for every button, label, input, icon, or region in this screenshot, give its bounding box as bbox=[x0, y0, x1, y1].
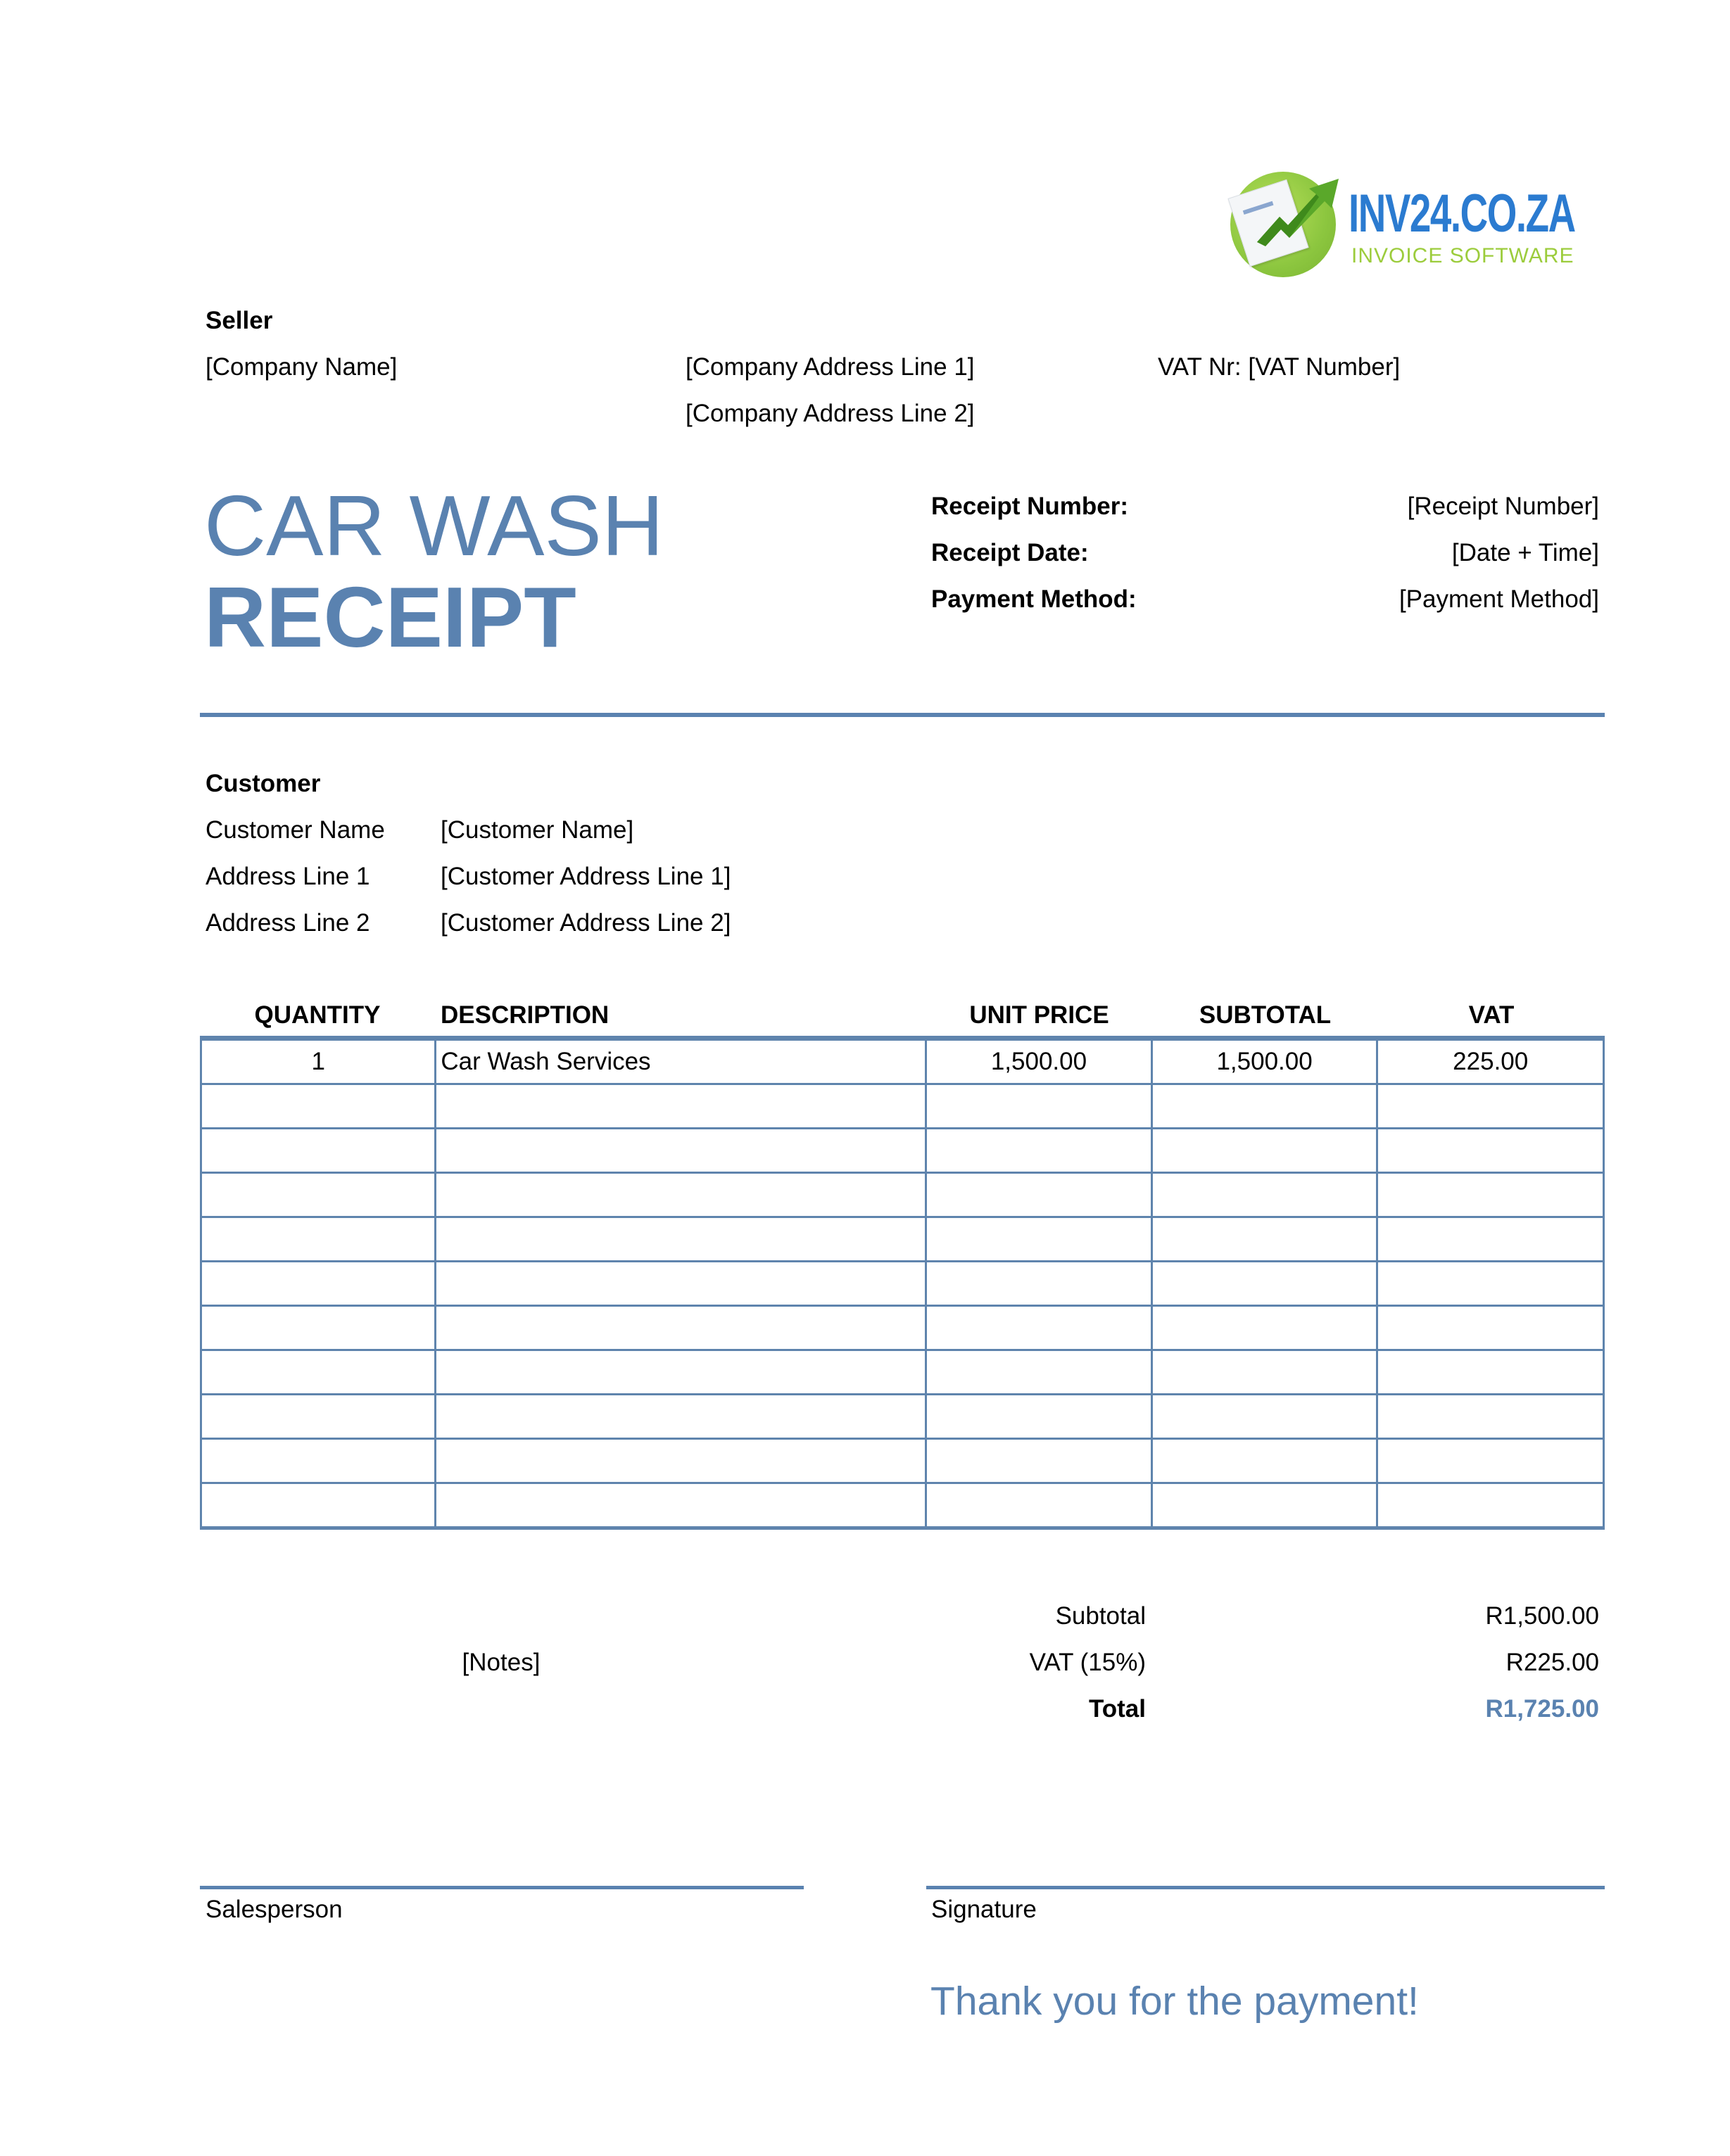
cell-vat bbox=[1377, 1439, 1604, 1483]
cell-subtotal bbox=[1151, 1262, 1377, 1306]
vat-label: VAT (15%) bbox=[1029, 1649, 1146, 1676]
document-title-line-2: RECEIPT bbox=[204, 569, 576, 665]
cell-unit-price bbox=[926, 1173, 1152, 1217]
cell-vat bbox=[1377, 1262, 1604, 1306]
cell-vat bbox=[1377, 1306, 1604, 1350]
cell-quantity bbox=[201, 1483, 436, 1528]
cell-description bbox=[436, 1350, 926, 1395]
column-header-description: DESCRIPTION bbox=[441, 1001, 610, 1029]
customer-name-value: [Customer Name] bbox=[441, 816, 634, 844]
table-row bbox=[201, 1483, 1604, 1528]
customer-address-line-2-value: [Customer Address Line 2] bbox=[441, 909, 731, 937]
column-header-vat: VAT bbox=[1468, 1001, 1515, 1029]
total-label: Total bbox=[1088, 1695, 1146, 1723]
subtotal-value: R1,500.00 bbox=[1485, 1602, 1599, 1630]
cell-description bbox=[436, 1306, 926, 1350]
cell-description: Car Wash Services bbox=[436, 1039, 926, 1084]
signature-label: Signature bbox=[931, 1896, 1037, 1923]
salesperson-label: Salesperson bbox=[206, 1896, 343, 1923]
line-items-table bbox=[200, 1036, 1605, 1530]
cell-description bbox=[436, 1439, 926, 1483]
customer-heading: Customer bbox=[206, 770, 321, 797]
cell-subtotal bbox=[1151, 1395, 1377, 1439]
cell-subtotal bbox=[1151, 1129, 1377, 1173]
cell-description bbox=[436, 1084, 926, 1129]
cell-description bbox=[436, 1262, 926, 1306]
salesperson-line bbox=[200, 1886, 804, 1889]
cell-subtotal bbox=[1151, 1173, 1377, 1217]
cell-description bbox=[436, 1217, 926, 1262]
cell-description bbox=[436, 1395, 926, 1439]
cell-quantity bbox=[201, 1262, 436, 1306]
column-header-subtotal: SUBTOTAL bbox=[1199, 1001, 1332, 1029]
receipt-date-value: [Date + Time] bbox=[1451, 539, 1599, 566]
notes-text: [Notes] bbox=[462, 1649, 541, 1676]
cell-vat bbox=[1377, 1217, 1604, 1262]
cell-subtotal bbox=[1151, 1306, 1377, 1350]
customer-name-label: Customer Name bbox=[206, 816, 385, 844]
cell-unit-price bbox=[926, 1350, 1152, 1395]
payment-method-value: [Payment Method] bbox=[1398, 585, 1599, 613]
cell-vat bbox=[1377, 1395, 1604, 1439]
seller-heading: Seller bbox=[206, 307, 273, 334]
cell-vat bbox=[1377, 1129, 1604, 1173]
cell-quantity bbox=[201, 1217, 436, 1262]
table-row bbox=[201, 1173, 1604, 1217]
table-row bbox=[201, 1306, 1604, 1350]
logo-brand-text: INV24.CO.ZA bbox=[1349, 184, 1575, 243]
cell-quantity bbox=[201, 1173, 436, 1217]
table-row bbox=[201, 1084, 1604, 1129]
cell-quantity bbox=[201, 1306, 436, 1350]
cell-unit-price bbox=[926, 1262, 1152, 1306]
cell-vat bbox=[1377, 1084, 1604, 1129]
seller-company-name: [Company Name] bbox=[206, 353, 398, 381]
thank-you-message: Thank you for the payment! bbox=[930, 1979, 1419, 2024]
receipt-number-label: Receipt Number: bbox=[931, 493, 1129, 520]
cell-subtotal: 1,500.00 bbox=[1151, 1039, 1377, 1084]
customer-address-line-2-label: Address Line 2 bbox=[206, 909, 370, 937]
cell-quantity bbox=[201, 1439, 436, 1483]
total-value: R1,725.00 bbox=[1485, 1695, 1599, 1723]
column-header-quantity: QUANTITY bbox=[254, 1001, 381, 1029]
cell-subtotal bbox=[1151, 1350, 1377, 1395]
cell-quantity bbox=[201, 1129, 436, 1173]
cell-subtotal bbox=[1151, 1439, 1377, 1483]
company-logo bbox=[1230, 166, 1582, 279]
seller-vat-number: VAT Nr: [VAT Number] bbox=[1158, 353, 1401, 381]
cell-subtotal bbox=[1151, 1483, 1377, 1528]
cell-unit-price bbox=[926, 1439, 1152, 1483]
cell-quantity bbox=[201, 1395, 436, 1439]
cell-unit-price bbox=[926, 1395, 1152, 1439]
cell-subtotal bbox=[1151, 1084, 1377, 1129]
table-row bbox=[201, 1039, 1604, 1084]
cell-quantity bbox=[201, 1084, 436, 1129]
cell-description bbox=[436, 1129, 926, 1173]
table-row bbox=[201, 1350, 1604, 1395]
cell-unit-price: 1,500.00 bbox=[926, 1039, 1152, 1084]
subtotal-label: Subtotal bbox=[1055, 1602, 1146, 1630]
cell-description bbox=[436, 1173, 926, 1217]
header-divider bbox=[200, 713, 1605, 717]
logo-tagline: INVOICE SOFTWARE bbox=[1351, 244, 1574, 267]
cell-unit-price bbox=[926, 1217, 1152, 1262]
table-row bbox=[201, 1217, 1604, 1262]
seller-address-line-1: [Company Address Line 1] bbox=[686, 353, 975, 381]
receipt-number-value: [Receipt Number] bbox=[1407, 493, 1599, 520]
cell-subtotal bbox=[1151, 1217, 1377, 1262]
cell-vat: 225.00 bbox=[1377, 1039, 1604, 1084]
table-row bbox=[201, 1439, 1604, 1483]
cell-unit-price bbox=[926, 1129, 1152, 1173]
cell-vat bbox=[1377, 1173, 1604, 1217]
document-title-line-1: CAR WASH bbox=[204, 478, 664, 573]
growth-arrow-icon bbox=[1251, 173, 1343, 251]
cell-quantity bbox=[201, 1350, 436, 1395]
cell-unit-price bbox=[926, 1306, 1152, 1350]
payment-method-label: Payment Method: bbox=[931, 585, 1137, 613]
vat-value: R225.00 bbox=[1505, 1649, 1599, 1676]
cell-quantity: 1 bbox=[201, 1039, 436, 1084]
customer-address-line-1-label: Address Line 1 bbox=[206, 863, 370, 890]
customer-address-line-1-value: [Customer Address Line 1] bbox=[441, 863, 731, 890]
cell-description bbox=[436, 1483, 926, 1528]
cell-vat bbox=[1377, 1483, 1604, 1528]
signature-line bbox=[926, 1886, 1605, 1889]
table-row bbox=[201, 1129, 1604, 1173]
receipt-date-label: Receipt Date: bbox=[931, 539, 1089, 566]
cell-unit-price bbox=[926, 1483, 1152, 1528]
table-row bbox=[201, 1395, 1604, 1439]
seller-address-line-2: [Company Address Line 2] bbox=[686, 400, 975, 427]
table-row bbox=[201, 1262, 1604, 1306]
cell-vat bbox=[1377, 1350, 1604, 1395]
cell-unit-price bbox=[926, 1084, 1152, 1129]
column-header-unit-price: UNIT PRICE bbox=[969, 1001, 1109, 1029]
